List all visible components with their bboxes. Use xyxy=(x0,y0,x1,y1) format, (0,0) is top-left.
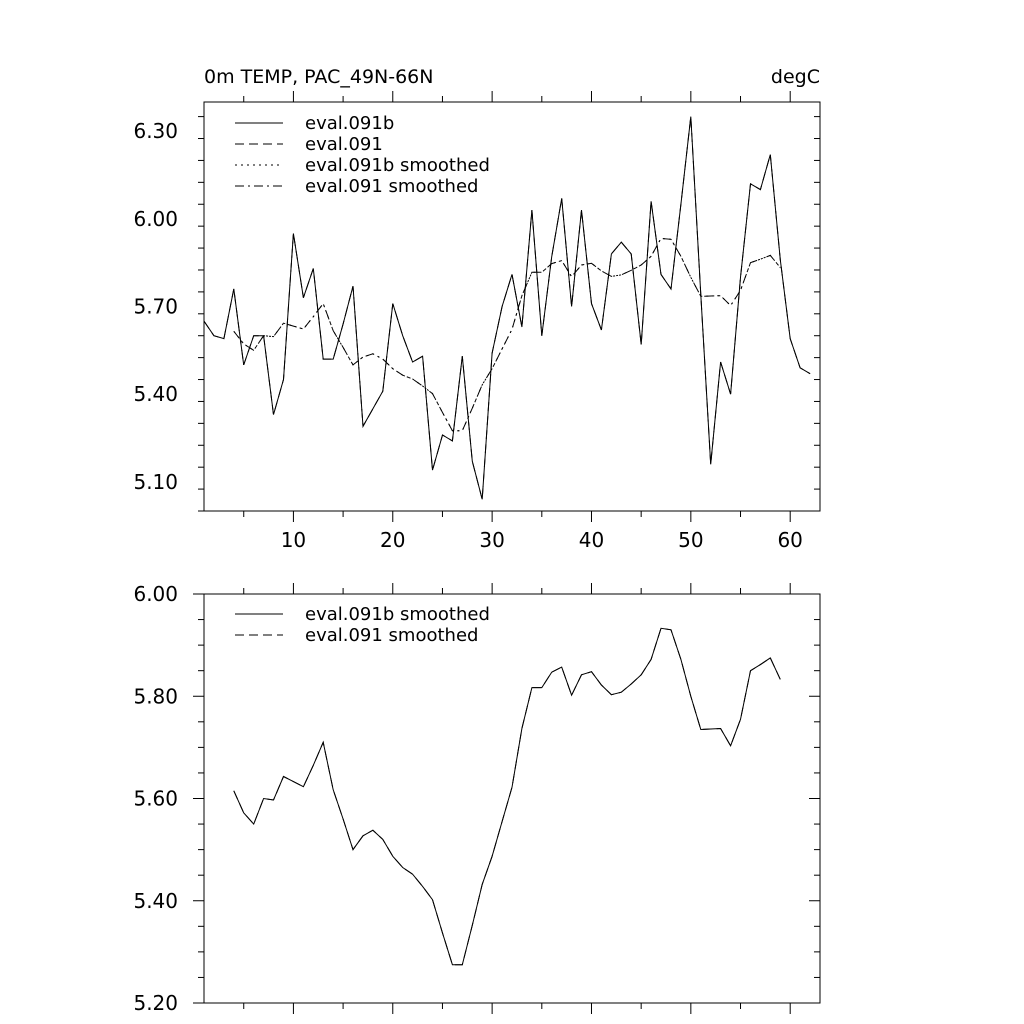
y-tick-label: 6.00 xyxy=(133,582,178,606)
x-tick-label: 60 xyxy=(777,528,803,552)
y-tick-label: 5.10 xyxy=(133,469,178,494)
series-line-eval-091b xyxy=(204,117,810,500)
series-line-eval-091b-smoothed xyxy=(234,628,781,964)
top-plot-frame xyxy=(204,102,820,511)
y-tick-label: 5.40 xyxy=(133,888,178,913)
bottom-ticks xyxy=(133,582,820,1015)
series-line-eval-091-smoothed xyxy=(234,628,781,964)
x-tick-label: 50 xyxy=(678,528,704,552)
y-tick-label: 5.60 xyxy=(133,786,178,811)
legend-label: eval.091b xyxy=(305,113,395,134)
bottom-legend xyxy=(235,604,490,646)
series-line-eval-091-smoothed xyxy=(234,238,781,430)
y-tick-label: 6.30 xyxy=(133,119,178,144)
top-legend xyxy=(235,113,490,197)
y-tick-label: 5.70 xyxy=(133,294,178,319)
top-chart-title: 0m TEMP, PAC_49N-66N xyxy=(204,66,434,88)
legend-label: eval.091 smoothed xyxy=(305,625,479,646)
y-tick-label: 5.20 xyxy=(133,991,178,1015)
bottom-plot-frame xyxy=(204,594,820,1003)
x-tick-label: 10 xyxy=(280,528,307,552)
y-tick-label: 5.40 xyxy=(133,382,178,407)
x-tick-label: 40 xyxy=(578,528,605,552)
legend-label: eval.091 xyxy=(305,134,383,155)
y-tick-label: 5.80 xyxy=(133,684,178,709)
series-line-eval-091b-smoothed xyxy=(234,238,781,430)
top-chart-units: degC xyxy=(770,66,820,88)
bottom-series xyxy=(234,628,781,964)
y-tick-label: 6.00 xyxy=(133,206,178,231)
bottom-panel xyxy=(133,582,820,1015)
legend-label: eval.091 smoothed xyxy=(305,176,479,197)
x-tick-label: 30 xyxy=(479,528,505,552)
legend-label: eval.091b smoothed xyxy=(305,155,490,176)
legend-label: eval.091b smoothed xyxy=(305,604,490,625)
top-panel xyxy=(133,66,820,552)
top-series xyxy=(204,117,810,500)
series-line-eval-091 xyxy=(204,117,810,500)
x-tick-label: 20 xyxy=(380,528,406,552)
